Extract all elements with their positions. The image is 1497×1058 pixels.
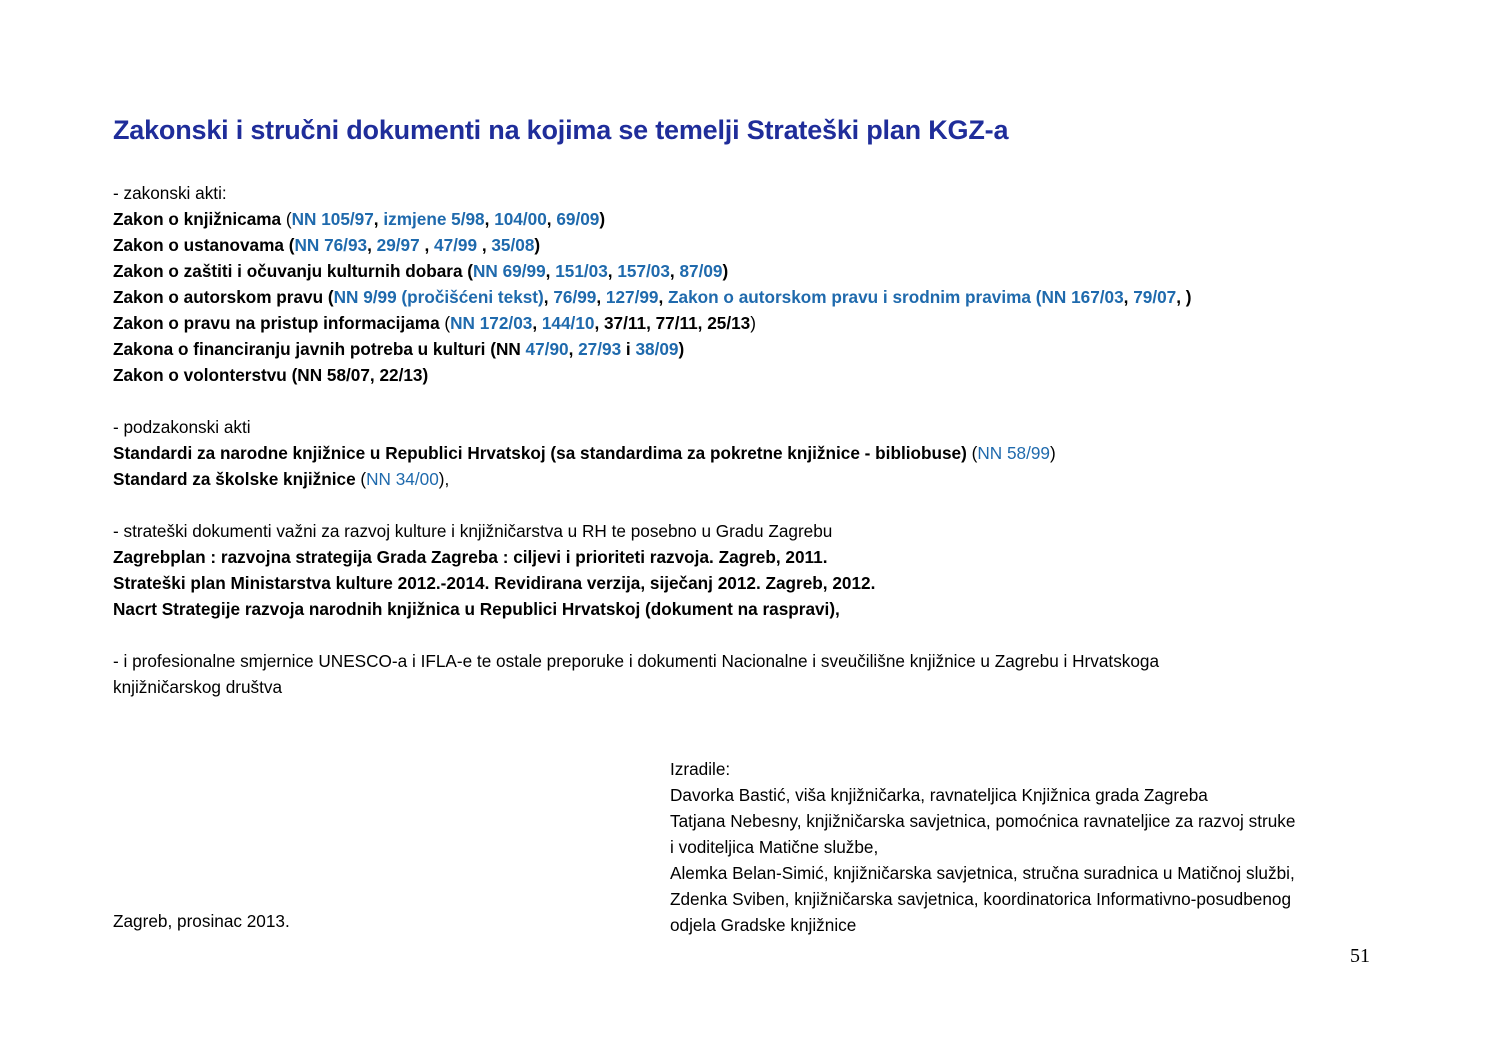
law-item-culture-financing: Zakona o financiranju javnih potreba u kulturi (NN 47/90, 27/93 i 38/09): [113, 339, 685, 359]
credits-line: odjela Gradske knjižnice: [670, 915, 857, 935]
standard-link[interactable]: NN 58/99: [977, 443, 1050, 463]
law-link[interactable]: 87/09: [679, 261, 723, 281]
law-link[interactable]: NN 105/97: [291, 209, 374, 229]
standard-item-public-libraries: Standardi za narodne knjižnice u Republici Hrvatskoj (sa standardima za pokretne knjižnice - bibliobuse) (NN 58/99): [113, 443, 1056, 463]
law-item-institutions: Zakon o ustanovama (NN 76/93, 29/97 , 47/99 , 35/08): [113, 235, 541, 255]
strategic-section: [113, 518, 1393, 622]
professional-text-line: - i profesionalne smjernice UNESCO-a i IFLA-e te ostale preporuke i dokumenti Nacionalne i sveučilišne knjižnice u Zagrebu i Hrvatskoga: [113, 651, 1160, 671]
law-link[interactable]: NN 69/99: [473, 261, 546, 281]
laws-intro: - zakonski akti:: [113, 183, 227, 203]
standard-item-school-libraries: Standard za školske knjižnice (NN 34/00),: [113, 469, 450, 489]
bylaws-intro: - podzakonski akti: [113, 417, 251, 437]
law-link[interactable]: 144/10: [541, 313, 595, 333]
page-title: Zakonski i stručni dokumenti na kojima se temelji Strateški plan KGZ-a: [113, 115, 1009, 145]
strategic-intro: - strateški dokumenti važni za razvoj kulture i knjižničarstva u RH te posebno u Gradu Zagrebu: [113, 521, 833, 541]
law-link[interactable]: izmjene 5/98: [383, 209, 485, 229]
strategic-item: Strateški plan Ministarstva kulture 2012.-2014. Revidirana verzija, siječanj 2012. Zagreb, 2012.: [113, 573, 876, 593]
law-item-information-access: Zakon o pravu na pristup informacijama (NN 172/03, 144/10, 37/11, 77/11, 25/13): [113, 313, 756, 333]
law-item-copyright: Zakon o autorskom pravu (NN 9/99 (pročišćeni tekst), 76/99, 127/99, Zakon o autorskom pravu i srodnim pravima (NN 167/03, 79/07, ): [113, 287, 1192, 307]
law-link[interactable]: 47/99: [434, 235, 482, 255]
strategic-item: Zagrebplan : razvojna strategija Grada Zagreba : ciljevi i prioriteti razvoja. Zagreb, 2011.: [113, 547, 828, 567]
law-link[interactable]: NN 172/03: [450, 313, 533, 333]
laws-section: [113, 180, 1393, 388]
law-link[interactable]: 151/03: [555, 261, 608, 281]
law-link[interactable]: 38/09: [635, 339, 679, 359]
law-link[interactable]: 157/03: [617, 261, 670, 281]
professional-section: [113, 648, 1393, 700]
law-link[interactable]: 35/08: [491, 235, 535, 255]
credits-line: Zdenka Sviben, knjižničarska savjetnica, koordinatorica Informativno-posudbenog: [670, 889, 1291, 909]
credits-line: i voditeljica Matične službe,: [670, 837, 879, 857]
law-link[interactable]: 29/97: [376, 235, 425, 255]
law-link[interactable]: 104/00: [494, 209, 547, 229]
law-link[interactable]: 69/09: [556, 209, 600, 229]
credits-label: Izradile:: [670, 759, 731, 779]
law-link[interactable]: 76/99: [553, 287, 597, 307]
law-link[interactable]: 27/93: [578, 339, 622, 359]
professional-text-line: knjižničarskog društva: [113, 677, 283, 697]
law-link[interactable]: 47/90: [525, 339, 569, 359]
law-item-libraries: Zakon o knjižnicama (NN 105/97, izmjene 5/98, 104/00, 69/09): [113, 209, 606, 229]
standard-link[interactable]: NN 34/00: [366, 469, 439, 489]
law-link[interactable]: NN 9/99 (pročišćeni tekst): [333, 287, 544, 307]
law-link[interactable]: NN 76/93: [294, 235, 368, 255]
law-link[interactable]: 79/07: [1133, 287, 1177, 307]
strategic-item: Nacrt Strategije razvoja narodnih knjižnica u Republici Hrvatskoj (dokument na raspravi),: [113, 599, 840, 619]
credits-line: Tatjana Nebesny, knjižničarska savjetnica, pomoćnica ravnateljice za razvoj struke: [670, 811, 1296, 831]
credits-line: Alemka Belan-Simić, knjižničarska savjetnica, stručna suradnica u Matičnoj službi,: [670, 863, 1295, 883]
law-item-volunteering: Zakon o volonterstvu (NN 58/07, 22/13): [113, 365, 429, 385]
place-date: Zagreb, prosinac 2013.: [113, 911, 290, 931]
credits-line: Davorka Bastić, viša knjižničarka, ravnateljica Knjižnica grada Zagreba: [670, 785, 1208, 805]
law-link[interactable]: 127/99: [605, 287, 659, 307]
bylaws-section: [113, 414, 1393, 492]
law-link[interactable]: Zakon o autorskom pravu i srodnim pravima (NN 167/03: [668, 287, 1124, 307]
law-item-cultural-heritage: Zakon o zaštiti i očuvanju kulturnih dobara (NN 69/99, 151/03, 157/03, 87/09): [113, 261, 729, 281]
credits: [670, 756, 1390, 938]
page-number: 51: [1350, 945, 1370, 967]
